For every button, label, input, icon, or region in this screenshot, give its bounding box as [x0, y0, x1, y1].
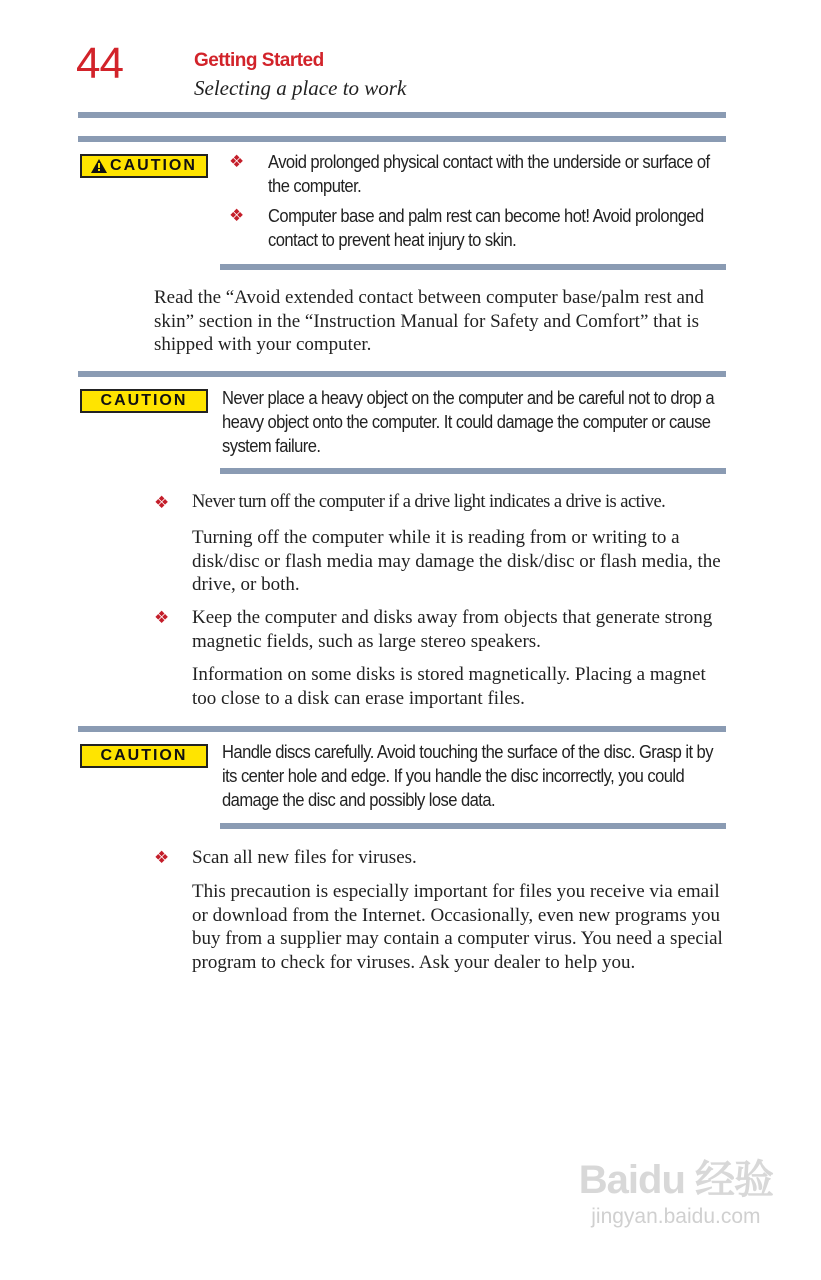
caution-bottom-rule [220, 264, 726, 270]
caution1-item-2: Computer base and palm rest can become hot! Avoid prolonged contact to prevent heat injury to skin. [268, 206, 704, 250]
caution-bottom-rule [220, 823, 726, 829]
header-rule [78, 112, 726, 118]
bullet-icon: ❖ [154, 608, 170, 628]
bullet-drive-active-body: Turning off the computer while it is reading from or writing to a disk/disc or flash media may damage the disk/disc or flash media, the drive, or both. [192, 527, 721, 595]
bullet-icon: ❖ [229, 152, 245, 172]
caution-badge [80, 744, 208, 768]
watermark-logo: Baidu 经验 [578, 1158, 773, 1202]
bullet-icon: ❖ [154, 493, 170, 513]
caution-bottom-rule [220, 468, 726, 474]
caution-top-rule [78, 371, 726, 377]
caution-top-rule [78, 726, 726, 732]
caution-label: CAUTION [110, 157, 197, 174]
caution1-item-1: Avoid prolonged physical contact with the underside or surface of the computer. [268, 152, 710, 196]
caution2-text: Never place a heavy object on the computer and be careful not to drop a heavy object onto the computer. It could damage the computer or cause system failure. [222, 388, 714, 456]
watermark-url: jingyan.baidu.com [591, 1205, 761, 1228]
bullet-viruses-body: This precaution is especially important for files you receive via email or download from the Internet. Occasionally, even new programs you buy from a supplier may contain a computer virus. You need a special program to check for viruses. Ask your dealer to help you. [192, 881, 723, 973]
chapter-title: Getting Started [194, 50, 324, 71]
bullet-magnetic-title: Keep the computer and disks away from objects that generate strong magnetic fields, such as large stereo speakers. [192, 607, 713, 652]
bullet-icon: ❖ [154, 848, 170, 868]
warning-icon [91, 159, 107, 173]
caution-label: CAUTION [100, 747, 188, 764]
bullet-viruses-title: Scan all new files for viruses. [192, 847, 417, 868]
caution3-text: Handle discs carefully. Avoid touching the surface of the disc. Grasp it by its center hole and edge. If you handle the disc incorrectly, you could damage the disc and possibly lose data. [222, 742, 713, 810]
caution-badge [80, 389, 208, 413]
paragraph-read-manual: Read the “Avoid extended contact between computer base/palm rest and skin” section in the “Instruction Manual for Safety and Comfort” that is shipped with your computer. [154, 287, 704, 355]
caution-badge [80, 154, 208, 178]
caution-label: CAUTION [100, 392, 188, 409]
section-title: Selecting a place to work [194, 76, 407, 100]
watermark [579, 1148, 773, 1229]
bullet-magnetic-body: Information on some disks is stored magnetically. Placing a magnet too close to a disk can erase important files. [192, 664, 706, 709]
bullet-drive-active-title: Never turn off the computer if a drive light indicates a drive is active. [192, 492, 666, 512]
caution-top-rule [78, 136, 726, 142]
page-number: 44 [76, 39, 123, 88]
bullet-icon: ❖ [229, 206, 245, 226]
